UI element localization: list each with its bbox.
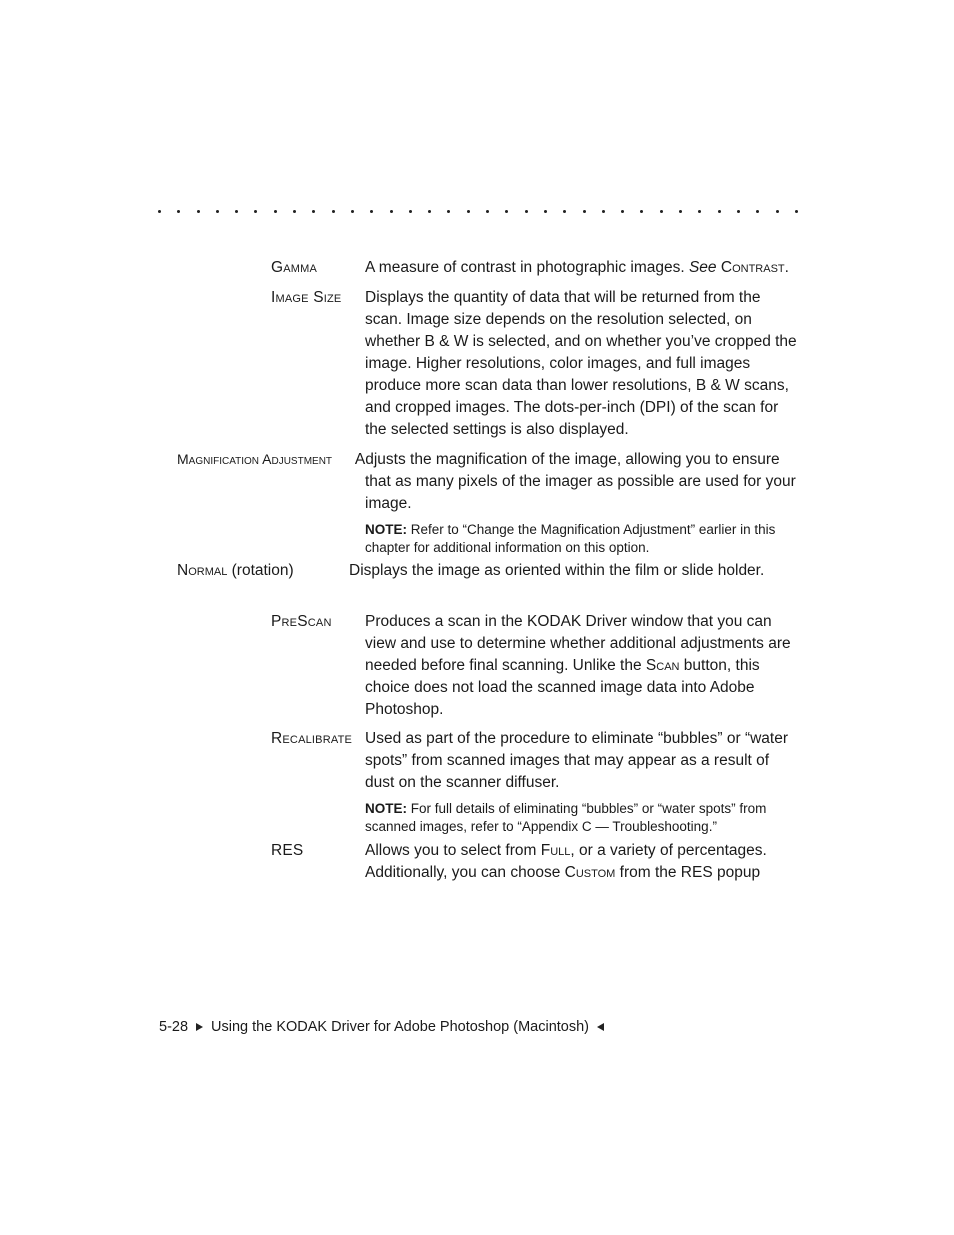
term-prescan: PreScan xyxy=(271,613,332,630)
definition-prescan: Produces a scan in the KODAK Driver window that you can view and use to determine whether additional adjustments are needed before final scanning. Unlike the Scan button, this choice does not load the scanned image data into Adobe Photoshop. xyxy=(365,613,791,718)
term-image-size: Image Size xyxy=(271,289,342,306)
term-magnification-adjustment: Magnification Adjustment xyxy=(177,451,333,467)
page-footer xyxy=(159,1017,604,1037)
dotted-rule xyxy=(158,204,798,218)
entry-res xyxy=(271,840,801,884)
definition-image-size: Displays the quantity of data that will be returned from the scan. Image size depends on the resolution selected, on whether B & W is selected, and on whether you’ve cropped the image. Higher resolutions, color images, and full images produce more scan data than lower resolutions, B & W scans, and cropped images. The dots-per-inch (DPI) of the scan for the selected settings is also displayed. xyxy=(365,289,797,438)
note-magnification: NOTE: Refer to “Change the Magnification Adjustment” earlier in this chapter for additional information on this option. xyxy=(365,522,776,555)
entry-magnification-adjustment xyxy=(177,448,801,557)
term-gamma: Gamma xyxy=(271,259,318,276)
note-recalibrate: NOTE: For full details of eliminating “bubbles” or “water spots” from scanned images, refer to “Appendix C — Troubleshooting.” xyxy=(365,801,767,834)
entry-image-size xyxy=(271,287,801,441)
definition-normal-rotation: Normal (rotation) Displays the image as oriented within the film or slide holder. xyxy=(271,560,801,582)
page-number: 5-28 xyxy=(159,1019,189,1035)
entry-normal-rotation xyxy=(177,560,801,582)
entry-prescan xyxy=(271,611,801,721)
entry-gamma xyxy=(271,257,801,279)
triangle-left-icon xyxy=(597,1023,604,1031)
term-recalibrate: Recalibrate xyxy=(271,730,353,747)
entry-recalibrate xyxy=(271,728,801,836)
term-normal-rotation: Normal (rotation) xyxy=(177,562,294,579)
triangle-right-icon xyxy=(196,1023,203,1031)
definition-res: Allows you to select from Full, or a variety of percentages. Additionally, you can choose Custom from the RES popup xyxy=(365,842,767,881)
definition-gamma: A measure of contrast in photographic images. See Contrast. xyxy=(365,259,789,276)
definition-magnification-adjustment: Magnification Adjustment Adjusts the magnification of the image, allowing you to ensure that as many pixels of the imager as possible are used for your image. xyxy=(271,448,801,515)
term-res: RES xyxy=(271,842,304,859)
footer-title: Using the KODAK Driver for Adobe Photoshop (Macintosh) xyxy=(211,1019,590,1035)
definition-recalibrate: Used as part of the procedure to eliminate “bubbles” or “water spots” from scanned images that may appear as a result of dust on the scanner diffuser. xyxy=(365,730,789,791)
